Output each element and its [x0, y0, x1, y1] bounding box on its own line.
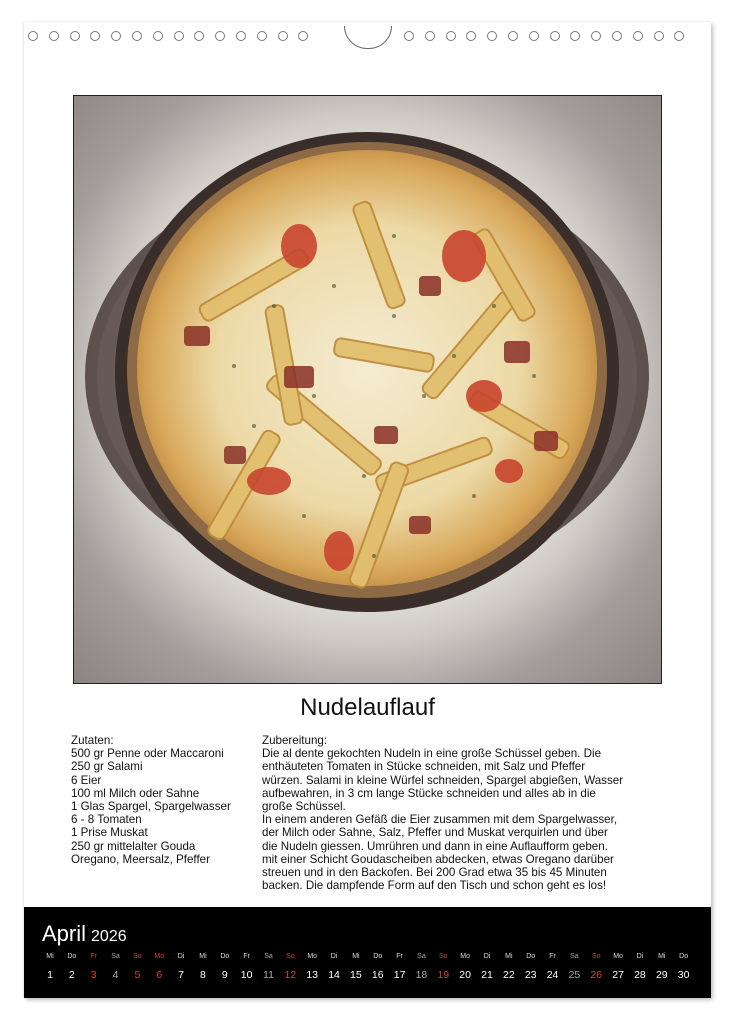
weekday-label: Fr [396, 953, 403, 960]
binding-rings [24, 28, 711, 48]
weekday-label: So [133, 953, 142, 960]
weekday-label: Mo [154, 953, 165, 960]
weekday-label: Sa [570, 953, 579, 960]
day-number: 27 [612, 969, 624, 981]
weekday-label: Sa [417, 953, 426, 960]
binding-ring [570, 31, 580, 41]
day-number: 26 [590, 969, 603, 981]
weekday-label: Mo [307, 953, 318, 960]
month-name: April [42, 921, 87, 946]
day-number: 8 [200, 969, 206, 981]
weekday-label: Sa [264, 953, 273, 960]
weekday-label: Do [67, 953, 77, 960]
ingredients-heading: Zutaten: [71, 734, 114, 747]
preparation-heading: Zubereitung: [262, 734, 328, 747]
binding-ring [446, 31, 456, 41]
weekday-label: Mi [199, 953, 207, 960]
ingredient-item: 1 Glas Spargel, Spargelwasser [71, 800, 231, 814]
preparation-line: der Milch oder Sahne, Salz, Pfeffer und Muskat verquirlen und über [262, 826, 608, 840]
weekday-label: Do [220, 953, 230, 960]
binding-ring [466, 31, 476, 41]
binding-ring [591, 31, 601, 41]
day-number: 1 [47, 969, 53, 981]
binding-ring [404, 31, 414, 41]
binding-ring [132, 31, 142, 41]
weekday-label: Sa [111, 953, 120, 960]
weekday-label: Fr [243, 953, 250, 960]
binding-ring [236, 31, 246, 41]
ingredient-item: 100 ml Milch oder Sahne [71, 786, 200, 800]
day-number: 4 [112, 969, 119, 981]
ingredient-item: Oregano, Meersalz, Pfeffer [71, 852, 210, 866]
day-number: 2 [68, 969, 75, 981]
ingredient-item: 6 - 8 Tomaten [71, 813, 142, 827]
day-number: 16 [371, 969, 384, 981]
recipe-photo [73, 95, 662, 684]
day-number: 11 [263, 969, 274, 981]
binding-ring [153, 31, 163, 41]
weekday-label: So [591, 953, 601, 960]
day-number: 25 [568, 969, 581, 981]
binding-ring [111, 31, 121, 41]
hanger-notch [344, 26, 392, 49]
weekday-label: Mi [352, 953, 360, 960]
weekday-label: Mi [505, 953, 513, 960]
day-number: 24 [546, 969, 559, 981]
weekday-label: So [286, 953, 295, 960]
preparation-text [262, 734, 682, 892]
day-number: 28 [634, 969, 646, 981]
preparation-line: die Nudeln giessen. Umrühren und dann in eine Auflaufform geben. [262, 839, 608, 853]
weekday-label: Do [679, 953, 689, 960]
year: 2026 [91, 928, 127, 945]
day-number: 29 [655, 969, 668, 981]
binding-ring [49, 31, 59, 41]
binding-ring [257, 31, 267, 41]
weekday-label: Mo [613, 953, 623, 960]
weekday-label: Fr [549, 953, 556, 960]
binding-ring [425, 31, 435, 41]
ingredient-item: 1 Prise Muskat [71, 826, 148, 840]
binding-ring [174, 31, 184, 41]
binding-ring [90, 31, 100, 41]
calendar-header [42, 921, 127, 947]
day-number: 13 [306, 969, 319, 981]
day-number: 7 [178, 969, 185, 981]
preparation-line: aufbewahren, in 3 cm lange Stücke schneiden und alles ab in die [262, 786, 596, 800]
ingredient-item: 6 Eier [71, 773, 102, 787]
binding-ring [654, 31, 664, 41]
calendar-page [24, 22, 711, 998]
day-number: 3 [90, 969, 97, 981]
day-number: 17 [393, 969, 406, 981]
weekday-label: Mi [46, 953, 54, 960]
day-number: 15 [350, 969, 362, 981]
weekday-label: Mo [460, 953, 470, 960]
day-number: 14 [328, 969, 340, 981]
weekday-label: Mi [658, 953, 666, 960]
weekday-label: Fr [90, 953, 97, 960]
day-number: 10 [240, 969, 253, 981]
binding-ring [508, 31, 518, 41]
day-number: 9 [221, 969, 228, 981]
day-number: 5 [134, 969, 141, 981]
day-number: 12 [284, 969, 297, 981]
preparation-line: In einem anderen Gefäß die Eier zusammen mit dem Spargelwasser, [262, 813, 618, 827]
binding-ring [194, 31, 204, 41]
weekday-label: Do [526, 953, 536, 960]
ingredient-item: 250 gr mittelalter Gouda [71, 839, 196, 853]
preparation-line: mit einer Schicht Goudascheiben abdecken, etwas Oregano darüber [262, 852, 614, 866]
day-number: 23 [524, 969, 537, 981]
ingredients-list [71, 734, 261, 866]
day-number: 19 [437, 969, 450, 981]
binding-ring [674, 31, 684, 41]
weekday-label: Di [177, 953, 185, 960]
weekday-label: Di [483, 953, 491, 960]
preparation-line: streuen und in den Backofen. Bei 200 Grad etwa 35 bis 45 Minuten [262, 866, 607, 880]
binding-ring [529, 31, 539, 41]
weekday-label: Di [330, 953, 338, 960]
binding-ring [633, 31, 643, 41]
ingredient-item: 500 gr Penne oder Maccaroni [71, 747, 224, 761]
binding-ring [70, 31, 80, 41]
day-number: 30 [677, 969, 690, 981]
recipe-title: Nudelauflauf [300, 694, 435, 721]
day-number: 20 [459, 969, 471, 981]
preparation-line: würzen. Salami in kleine Würfel schneiden, Spargel abgießen, Wasser [262, 773, 624, 787]
preparation-line: Die al dente gekochten Nudeln in eine große Schüssel geben. Die [262, 747, 602, 761]
weekday-label: Di [636, 953, 644, 960]
binding-ring [298, 31, 308, 41]
ingredient-item: 250 gr Salami [71, 760, 143, 774]
day-number: 18 [415, 969, 428, 981]
preparation-line: enthäuteten Tomaten in Stücke schneiden, mit Salz und Pfeffer [262, 760, 586, 774]
month-calendar [24, 907, 711, 998]
binding-ring [487, 31, 497, 41]
day-number: 22 [503, 969, 515, 981]
casserole-dish-icon [74, 96, 661, 683]
binding-ring [612, 31, 622, 41]
binding-ring [550, 31, 560, 41]
day-number: 21 [481, 969, 493, 981]
binding-ring [278, 31, 288, 41]
preparation-line: backen. Die dampfende Form auf den Tisch und schon geht es los! [262, 879, 607, 893]
day-number: 6 [156, 969, 163, 981]
preparation-line: große Schüssel. [262, 800, 346, 814]
weekday-label: So [439, 953, 448, 960]
binding-ring [215, 31, 225, 41]
weekday-label: Do [373, 953, 383, 960]
binding-ring [28, 31, 38, 41]
